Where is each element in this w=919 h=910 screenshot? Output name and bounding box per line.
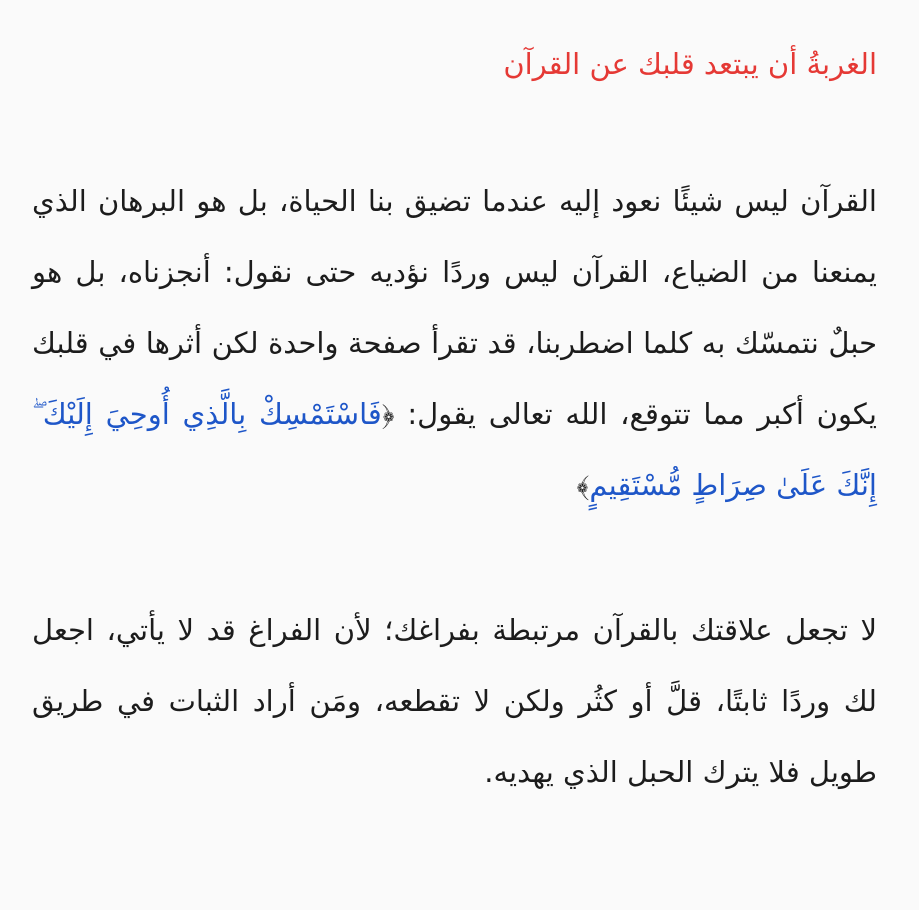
post-title: الغربةُ أن يبتعد قلبك عن القرآن: [503, 47, 877, 81]
verse-open-bracket: ﴿: [381, 397, 395, 431]
paragraph-1: [32, 166, 877, 521]
paragraph-2: لا تجعل علاقتك بالقرآن مرتبطة بفراغك؛ لأن الفراغ قد لا يأتي، اجعل لك وردًا ثابتًا، قلَّ أو كثُر ولكن لا تقطعه، ومَن أراد الثبات في طريق طويل فلا يترك الحبل الذي يهديه.: [32, 613, 877, 789]
verse-close-bracket: ﴾: [576, 468, 590, 502]
paragraph-1-text: القرآن ليس شيئًا نعود إليه عندما تضيق بنا الحياة، بل هو البرهان الذي يمنعنا من الضياع، القرآن ليس وردًا نؤديه حتى نقول: أنجزناه، بل هو حبلٌ نتمسّك به كلما اضطربنا، قد تقرأ صفحة واحدة لكن أثرها في قلبك يكون أكبر مما تتوقع، الله تعالى يقول:: [32, 184, 878, 431]
quran-verse: فَاسْتَمْسِكْ بِالَّذِي أُوحِيَ إِلَيْكَ ۖ إِنَّكَ عَلَىٰ صِرَاطٍ مُّسْتَقِيمٍ: [32, 397, 877, 502]
